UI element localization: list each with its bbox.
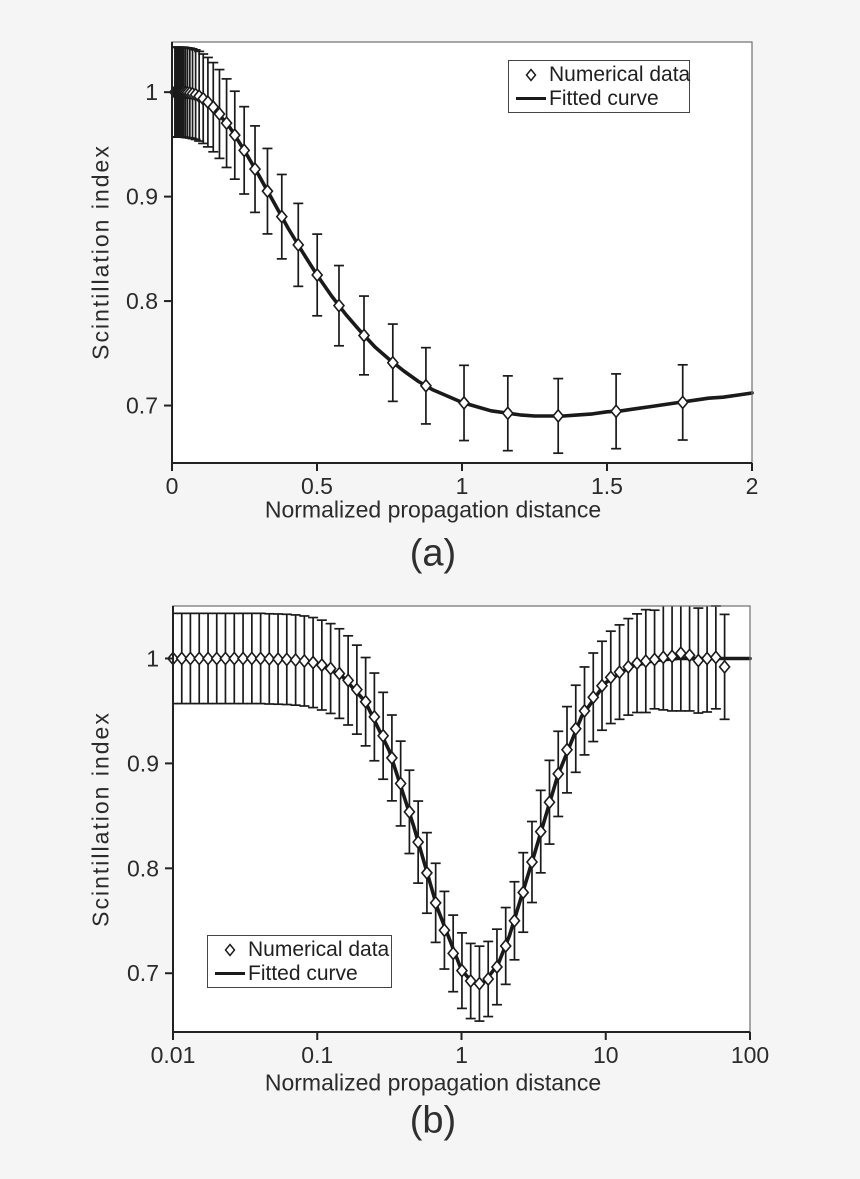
fitted-line-icon: [212, 972, 248, 976]
chart-b-legend: [207, 935, 392, 988]
chart-a-plot: [0, 0, 860, 580]
chart-a-y-axis-label: Scintillation index: [87, 144, 114, 360]
svg-text:10: 10: [592, 1042, 619, 1068]
svg-text:0: 0: [165, 473, 179, 499]
svg-text:0.8: 0.8: [126, 288, 158, 315]
legend-label-numerical-data: Numerical data: [248, 937, 390, 961]
chart-b-caption: (b): [409, 1099, 457, 1142]
svg-text:0.7: 0.7: [126, 392, 158, 419]
diamond-marker-icon: [212, 943, 248, 957]
chart-b-y-axis-label: Scintillation index: [87, 711, 114, 927]
diamond-marker-icon: [513, 68, 549, 82]
legend-item-fitted-curve: [212, 962, 383, 986]
svg-text:100: 100: [730, 1042, 770, 1068]
svg-text:1.5: 1.5: [591, 473, 623, 499]
svg-text:0.7: 0.7: [127, 960, 159, 987]
legend-label-fitted-curve: Fitted curve: [549, 86, 659, 110]
svg-text:0.1: 0.1: [301, 1042, 334, 1068]
legend-label-numerical-data: Numerical data: [549, 62, 691, 86]
chart-a-caption: (a): [409, 532, 457, 575]
svg-text:1: 1: [455, 473, 469, 499]
chart-b-x-axis-label: Normalized propagation distance: [264, 1069, 602, 1096]
legend-item-numerical-data: [513, 62, 691, 87]
chart-a-x-axis-label: Normalized propagation distance: [264, 496, 602, 523]
svg-text:0.01: 0.01: [150, 1042, 196, 1068]
svg-text:0.8: 0.8: [127, 855, 159, 882]
legend-label-fitted-curve: Fitted curve: [248, 961, 358, 985]
legend-item-numerical-data: [212, 937, 390, 962]
svg-text:0.5: 0.5: [301, 473, 333, 499]
svg-text:0.9: 0.9: [127, 750, 159, 777]
chart-a-legend: [508, 60, 690, 113]
svg-text:1: 1: [455, 1042, 468, 1068]
fitted-line-icon: [513, 97, 549, 101]
legend-item-fitted-curve: [513, 87, 681, 111]
svg-text:1: 1: [146, 645, 159, 672]
svg-text:1: 1: [145, 79, 158, 106]
svg-text:0.9: 0.9: [126, 183, 158, 210]
svg-text:2: 2: [745, 473, 759, 499]
